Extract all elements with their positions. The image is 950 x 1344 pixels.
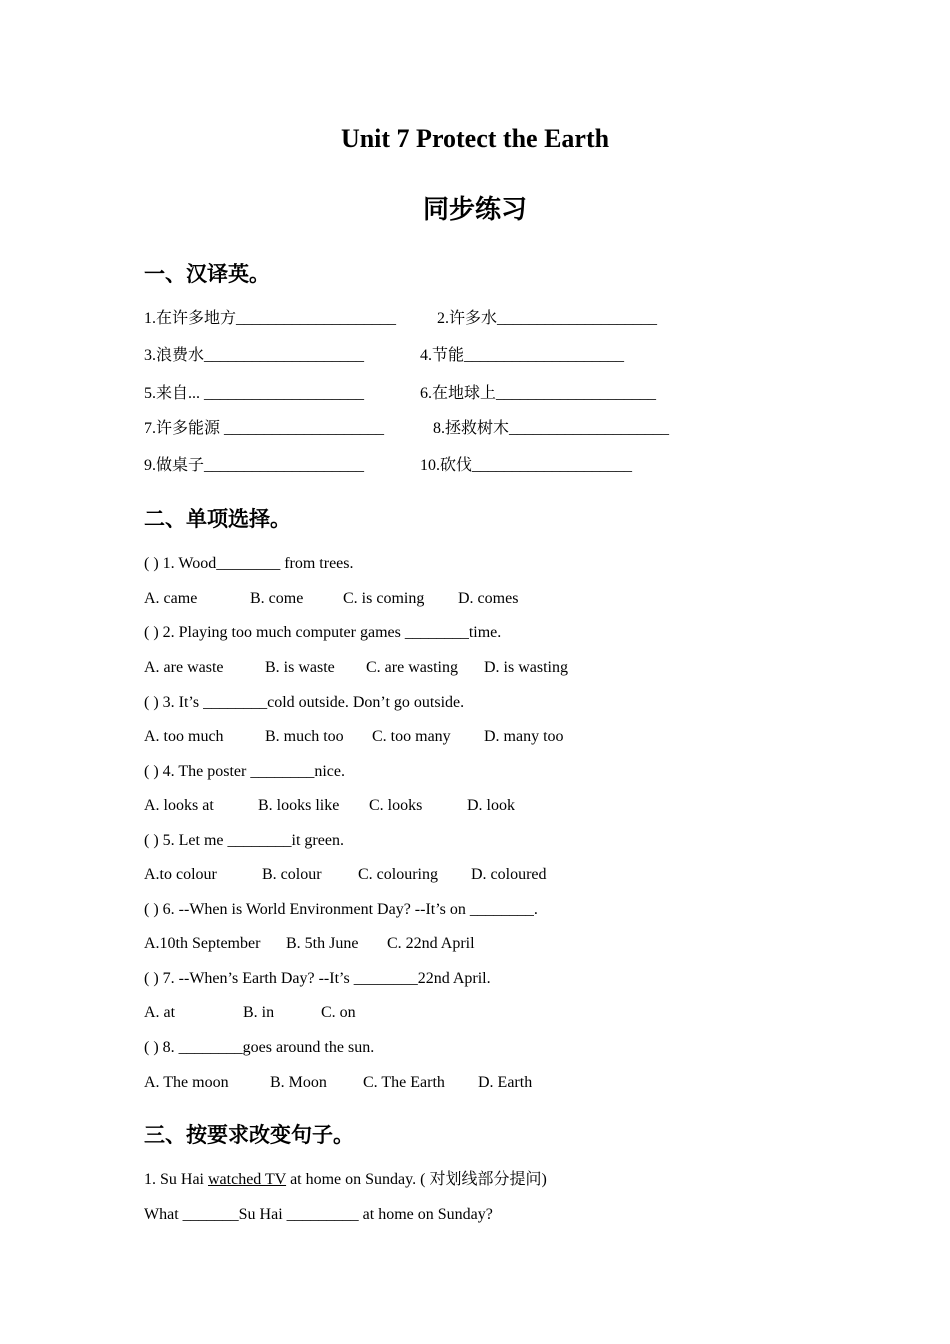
question-3-stem: ( ) 3. It’s ________cold outside. Don’t go outside.: [144, 694, 465, 711]
translation-item-6: 6.在地球上____________________: [420, 385, 657, 402]
question-1-option-a: A. came: [144, 590, 198, 607]
section-3-heading: 三、按要求改变句子。: [144, 1123, 354, 1147]
translation-item-7: 7.许多能源 ____________________: [144, 420, 385, 437]
question-7-option-b: B. in: [243, 1004, 275, 1021]
translation-item-3: 3.浪费水____________________: [144, 347, 365, 364]
question-4-option-a: A. looks at: [144, 797, 214, 814]
question-8-option-c: C. The Earth: [363, 1074, 445, 1091]
question-3-option-a: A. too much: [144, 728, 224, 745]
question-4-option-c: C. looks: [369, 797, 423, 814]
question-2-stem: ( ) 2. Playing too much computer games ________time.: [144, 624, 502, 641]
question-8-option-d: D. Earth: [478, 1074, 533, 1091]
section-2-heading: 二、单项选择。: [144, 507, 291, 531]
question-8-option-b: B. Moon: [270, 1074, 327, 1091]
question-6-option-a: A.10th September: [144, 935, 261, 952]
question-6-option-c: C. 22nd April: [387, 935, 475, 952]
question-1-option-c: C. is coming: [343, 590, 425, 607]
question-2-option-d: D. is wasting: [484, 659, 568, 676]
translation-item-8: 8.拯救树木____________________: [433, 420, 670, 437]
rewrite-question-1-prefix: 1. Su Hai: [144, 1171, 208, 1188]
section-1-heading: 一、汉译英。: [144, 262, 270, 286]
question-6-option-b: B. 5th June: [286, 935, 359, 952]
translation-item-10: 10.砍伐____________________: [420, 457, 633, 474]
question-3-option-b: B. much too: [265, 728, 344, 745]
question-2-option-b: B. is waste: [265, 659, 335, 676]
translation-item-4: 4.节能____________________: [420, 347, 625, 364]
question-5-option-a: A.to colour: [144, 866, 217, 883]
translation-item-2: 2.许多水____________________: [437, 310, 658, 327]
question-3-option-c: C. too many: [372, 728, 451, 745]
question-8-stem: ( ) 8. ________goes around the sun.: [144, 1039, 375, 1056]
question-1-stem: ( ) 1. Wood________ from trees.: [144, 555, 354, 572]
question-8-option-a: A. The moon: [144, 1074, 229, 1091]
question-5-option-d: D. coloured: [471, 866, 547, 883]
question-4-option-d: D. look: [467, 797, 515, 814]
question-4-option-b: B. looks like: [258, 797, 340, 814]
question-7-option-a: A. at: [144, 1004, 176, 1021]
page-subtitle: 同步练习: [422, 195, 527, 224]
question-5-stem: ( ) 5. Let me ________it green.: [144, 832, 344, 849]
question-1-option-d: D. comes: [458, 590, 519, 607]
rewrite-question-1: [144, 1170, 547, 1190]
question-5-option-b: B. colour: [262, 866, 322, 883]
page-title: Unit 7 Protect the Earth: [340, 124, 610, 153]
translation-item-9: 9.做桌子____________________: [144, 457, 365, 474]
question-3-option-d: D. many too: [484, 728, 564, 745]
question-7-option-c: C. on: [321, 1004, 356, 1021]
question-5-option-c: C. colouring: [358, 866, 438, 883]
underlined-phrase: watched TV: [208, 1171, 287, 1188]
rewrite-question-1-suffix: at home on Sunday. ( 对划线部分提问): [286, 1171, 547, 1188]
question-6-stem: ( ) 6. --When is World Environment Day? --It’s on ________.: [144, 901, 538, 918]
rewrite-answer-1: What _______Su Hai _________ at home on Sunday?: [144, 1206, 493, 1223]
question-4-stem: ( ) 4. The poster ________nice.: [144, 763, 345, 780]
question-7-stem: ( ) 7. --When’s Earth Day? --It’s ________22nd April.: [144, 970, 491, 987]
translation-item-1: 1.在许多地方____________________: [144, 310, 397, 327]
translation-item-5: 5.来自... ____________________: [144, 385, 365, 402]
question-2-option-a: A. are waste: [144, 659, 224, 676]
question-2-option-c: C. are wasting: [366, 659, 458, 676]
question-1-option-b: B. come: [250, 590, 304, 607]
